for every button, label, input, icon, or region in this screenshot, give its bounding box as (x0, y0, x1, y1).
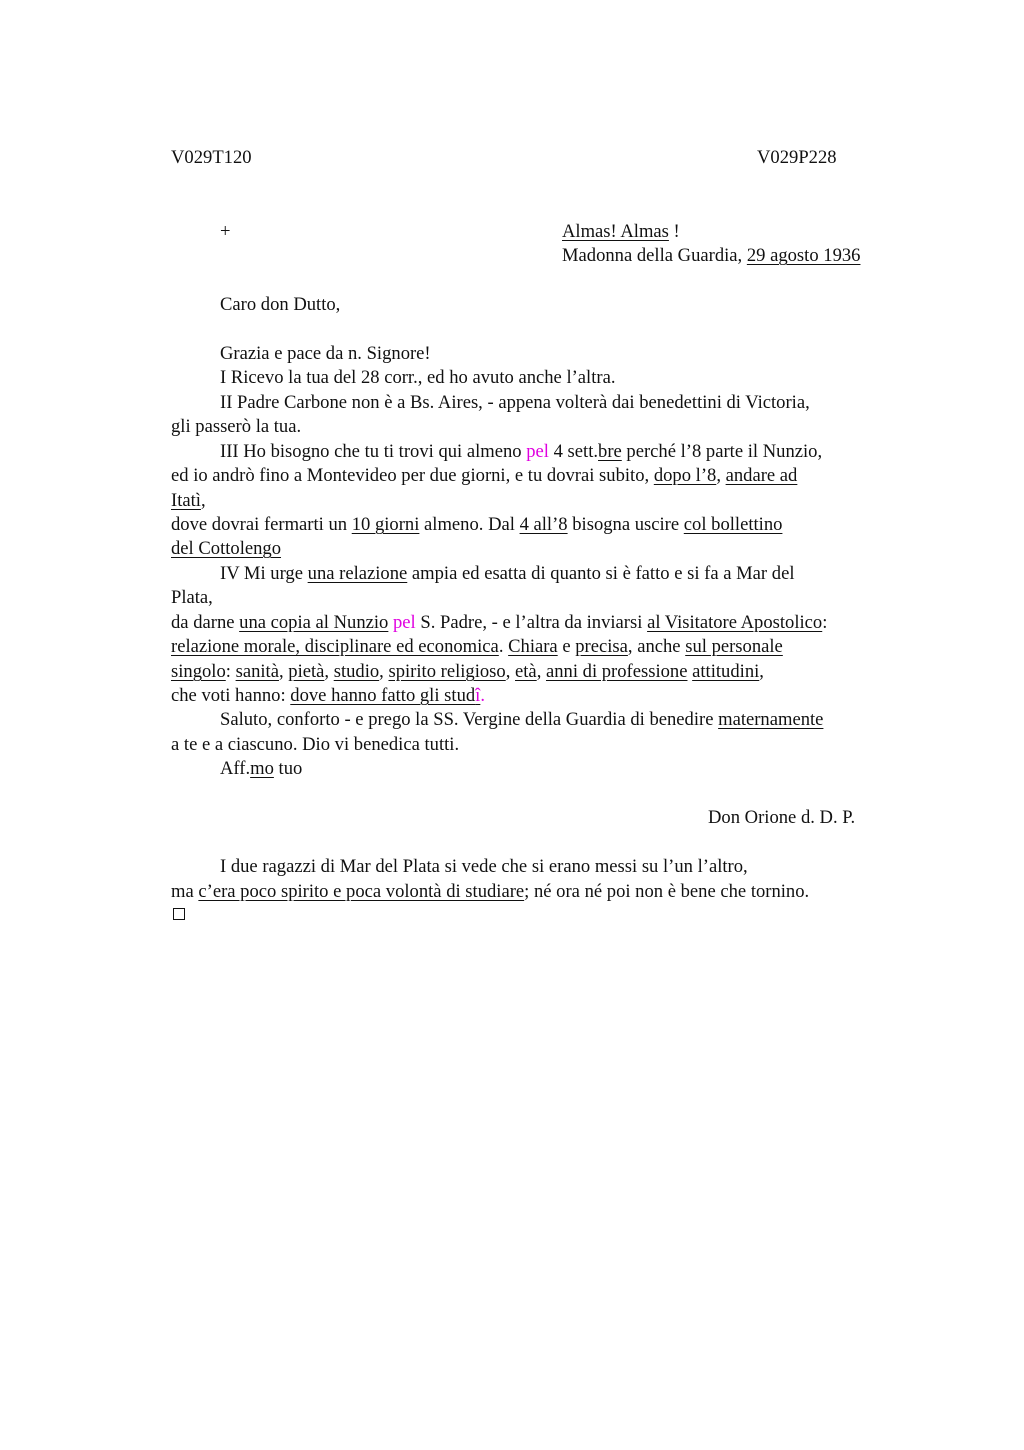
text-run: almeno. Dal (419, 514, 520, 535)
greeting-line: Grazia e pace da n. Signore! (220, 343, 431, 364)
text-run: , (505, 661, 516, 682)
underlined-copia-nunzio: una copia al Nunzio (239, 612, 389, 633)
underlined-spirito-religioso: spirito religioso (388, 661, 506, 682)
text-run: . (498, 636, 509, 657)
underlined-maternamente: maternamente (718, 709, 824, 730)
underlined-bre: bre (598, 441, 622, 462)
underlined-studio: studio (333, 661, 380, 682)
point-four-line6 (171, 684, 485, 708)
underlined-relazione: una relazione (307, 563, 408, 584)
underlined-4-all-8: 4 all’8 (519, 514, 568, 535)
underlined-anni-professione: anni di professione (545, 661, 688, 682)
text-run: ma (171, 881, 199, 902)
text-run: e (557, 636, 576, 657)
underlined-mo: mo (250, 758, 274, 779)
text-run: , (324, 661, 334, 682)
signature: Don Orione d. D. P. (708, 807, 856, 828)
point-four-line2: Plata, (171, 587, 213, 608)
underlined-personale: sul personale (685, 636, 783, 657)
text-run: IV Mi urge (220, 563, 308, 584)
underlined-precisa: precisa (575, 636, 628, 657)
text-run: perché l’8 parte il Nunzio, (621, 441, 823, 462)
place-text: Madonna della Guardia, (562, 245, 747, 266)
point-two-line2: gli passerò la tua. (171, 416, 302, 437)
underlined-sanita: sanità (235, 661, 279, 682)
point-three-line5 (171, 537, 281, 561)
text-run: , (200, 490, 206, 511)
text-run: da darne (171, 612, 240, 633)
point-three-line1 (220, 440, 822, 464)
point-one: I Ricevo la tua del 28 corr., ed ho avuto anche l’altra. (220, 367, 616, 388)
underlined-itati: Itatì (171, 490, 201, 511)
underlined-relazione-morale: relazione morale, disciplinare ed economica (171, 636, 499, 657)
highlight-period: . (480, 685, 485, 706)
end-box-icon (173, 908, 185, 920)
point-four-line3 (171, 611, 827, 635)
point-four-line4 (171, 635, 783, 659)
underlined-visitatore: al Visitatore Apostolico (647, 612, 823, 633)
document-code-left: V029T120 (171, 147, 252, 168)
text-run: , (379, 661, 389, 682)
point-three-line3 (171, 489, 206, 513)
text-run: bisogna uscire (567, 514, 684, 535)
text-run: III Ho bisogno che tu ti trovi qui almeno (220, 441, 527, 462)
text-run: tuo (273, 758, 303, 779)
point-four-line1 (220, 562, 795, 586)
text-run: 4 sett. (548, 441, 599, 462)
text-run: ; né ora né poi non è bene che tornino. (524, 881, 810, 902)
text-run: : (822, 612, 828, 633)
text-run: , anche (627, 636, 686, 657)
text-run: , (759, 661, 764, 682)
date-text: 29 agosto 1936 (746, 245, 861, 266)
text-run: ed io andrò fino a Montevideo per due giorni, e tu dovrai subito, (171, 465, 654, 486)
underlined-dopo: dopo l’8 (653, 465, 717, 486)
text-run: S. Padre, - e l’altra da inviarsi (415, 612, 648, 633)
document-code-right: V029P228 (757, 147, 837, 168)
underlined-studi (290, 685, 480, 706)
blessing-line1 (220, 708, 823, 732)
underlined-poco-spirito: c’era poco spirito e poca volontà di studiare (198, 881, 525, 902)
almas-underlined: Almas! Almas (562, 221, 669, 242)
underlined-chiara: Chiara (508, 636, 558, 657)
place-date-line (562, 244, 860, 268)
point-three-line4 (171, 513, 782, 537)
postscript-line2 (171, 880, 809, 904)
underlined-andare: andare ad (725, 465, 798, 486)
text-run: dove hanno fatto gli stud (290, 685, 476, 706)
blessing-line2: a te e a ciascuno. Dio vi benedica tutti. (171, 734, 460, 755)
text-run: , (716, 465, 726, 486)
postscript-line1: I due ragazzi di Mar del Plata si vede che si erano messi su l’un l’altro, (220, 856, 748, 877)
salutation: Caro don Dutto, (220, 294, 341, 315)
underlined-singolo: singolo (171, 661, 226, 682)
almas-exclamation: ! (668, 221, 680, 242)
text-run: che voti hanno: (171, 685, 291, 706)
underlined-10-giorni: 10 giorni (351, 514, 420, 535)
point-three-line2 (171, 464, 797, 488)
text-run: : (225, 661, 236, 682)
text-run: Aff. (220, 758, 251, 779)
text-run: , (278, 661, 289, 682)
underlined-pieta: pietà (288, 661, 325, 682)
almas-heading (562, 220, 680, 244)
text-run: ampia ed esatta di quanto si è fatto e si fa a Mar del (407, 563, 795, 584)
text-run: dove dovrai fermarti un (171, 514, 352, 535)
underlined-attitudini: attitudini (692, 661, 760, 682)
cross-mark: + (220, 221, 231, 242)
underlined-cottolengo: del Cottolengo (171, 538, 282, 559)
point-four-line5 (171, 660, 764, 684)
highlight-pel: pel (388, 612, 416, 633)
text-run: , (536, 661, 546, 682)
highlight-pel: pel (526, 441, 549, 462)
closing-line (220, 757, 302, 781)
text-run: Saluto, conforto - e prego la SS. Vergine della Guardia di benedire (220, 709, 719, 730)
underlined-bollettino: col bollettino (683, 514, 783, 535)
highlight-circumflex: î (475, 685, 481, 706)
underlined-eta: età (515, 661, 537, 682)
point-two-line1: II Padre Carbone non è a Bs. Aires, - appena volterà dai benedettini di Victoria, (220, 392, 810, 413)
